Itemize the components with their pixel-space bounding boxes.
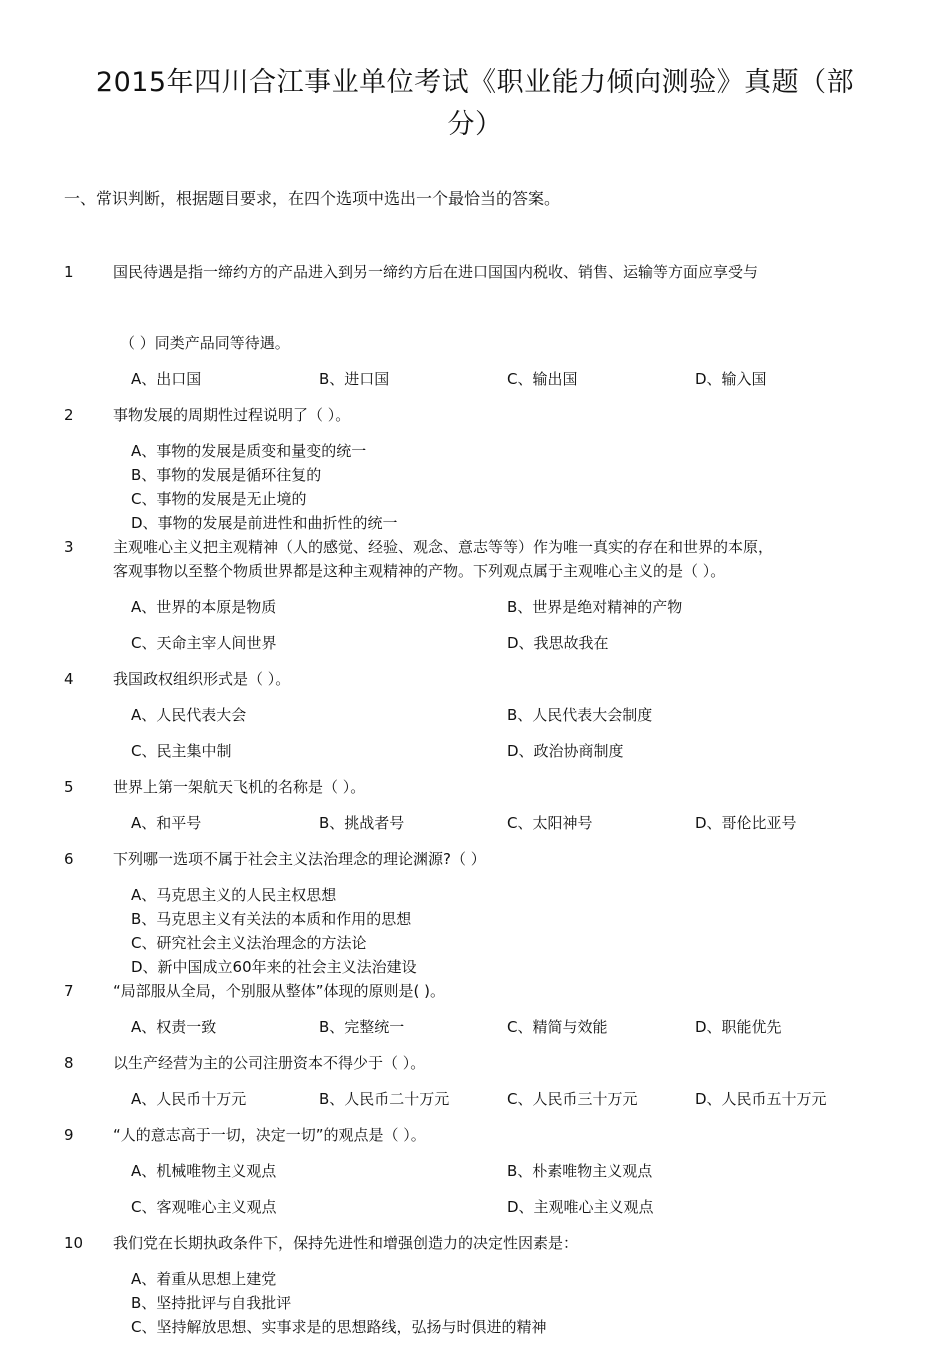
option-c: C、研究社会主义法治理念的方法论 (131, 934, 367, 952)
option-a: A、出口国 (131, 370, 202, 388)
question-text: 国民待遇是指一缔约方的产品进入到另一缔约方后在进口国国内税收、销售、运输等方面应享受与 (113, 263, 759, 281)
question-number: 1 (64, 263, 74, 281)
question-text: “局部服从全局，个别服从整体”体现的原则是( )。 (113, 982, 446, 1000)
question-text-continued: （ ）同类产品同等待遇。 (120, 334, 290, 352)
question-text: 下列哪一选项不属于社会主义法治理念的理论渊源?（ ） (113, 850, 486, 868)
question-text-continued: 客观事物以至整个物质世界都是这种主观精神的产物。下列观点属于主观唯心主义的是（ ）。 (113, 562, 726, 580)
question-text: 我国政权组织形式是（ ）。 (113, 670, 291, 688)
option-c: C、输出国 (507, 370, 578, 388)
option-d: D、人民币五十万元 (695, 1090, 827, 1108)
question-text: 我们党在长期执政条件下，保持先进性和增强创造力的决定性因素是： (113, 1234, 579, 1252)
question-number: 8 (64, 1054, 74, 1072)
option-b: B、挑战者号 (319, 814, 405, 832)
question-number: 9 (64, 1126, 74, 1144)
option-c: C、精简与效能 (507, 1018, 608, 1036)
option-d: D、哥伦比亚号 (695, 814, 797, 832)
option-d: D、主观唯心主义观点 (507, 1198, 654, 1216)
question-number: 6 (64, 850, 74, 868)
option-c: C、太阳神号 (507, 814, 593, 832)
question-number: 4 (64, 670, 74, 688)
option-a: A、权责一致 (131, 1018, 217, 1036)
title-line-2: 分） (447, 109, 503, 140)
option-c: C、坚持解放思想、实事求是的思想路线，弘扬与时俱进的精神 (131, 1318, 547, 1336)
option-a: A、马克思主义的人民主权思想 (131, 886, 337, 904)
option-d: D、新中国成立60年来的社会主义法治建设 (131, 958, 417, 976)
option-b: B、事物的发展是循环往复的 (131, 466, 322, 484)
option-a: A、人民币十万元 (131, 1090, 247, 1108)
option-a: A、和平号 (131, 814, 202, 832)
option-b: B、进口国 (319, 370, 390, 388)
question-number: 7 (64, 982, 74, 1000)
section-heading: 一、常识判断，根据题目要求，在四个选项中选出一个最恰当的答案。 (64, 189, 561, 208)
question-text: 事物发展的周期性过程说明了（ ）。 (113, 406, 351, 424)
question-text: 主观唯心主义把主观精神（人的感觉、经验、观念、意志等等）作为唯一真实的存在和世界的本原， (113, 538, 774, 556)
title-line-1: 2015年四川合江事业单位考试《职业能力倾向测验》真题（部 (95, 67, 855, 98)
option-a: A、世界的本原是物质 (131, 598, 277, 616)
option-c: C、人民币三十万元 (507, 1090, 638, 1108)
option-c: C、民主集中制 (131, 742, 232, 760)
option-c: C、天命主宰人间世界 (131, 634, 277, 652)
question-text: 以生产经营为主的公司注册资本不得少于（ ）。 (113, 1054, 426, 1072)
option-d: D、输入国 (695, 370, 767, 388)
option-b: B、世界是绝对精神的产物 (507, 598, 683, 616)
option-d: D、职能优先 (695, 1018, 782, 1036)
option-a: A、人民代表大会 (131, 706, 247, 724)
option-b: B、朴素唯物主义观点 (507, 1162, 653, 1180)
option-d: D、我思故我在 (507, 634, 609, 652)
question-text: 世界上第一架航天飞机的名称是（ ）。 (113, 778, 366, 796)
option-c: C、事物的发展是无止境的 (131, 490, 307, 508)
question-text: “人的意志高于一切，决定一切”的观点是（ ）。 (113, 1126, 426, 1144)
option-b: B、马克思主义有关法的本质和作用的思想 (131, 910, 412, 928)
question-number: 3 (64, 538, 74, 556)
option-b: B、人民代表大会制度 (507, 706, 653, 724)
option-b: B、坚持批评与自我批评 (131, 1294, 292, 1312)
option-a: A、机械唯物主义观点 (131, 1162, 277, 1180)
option-a: A、事物的发展是质变和量变的统一 (131, 442, 367, 460)
option-b: B、完整统一 (319, 1018, 405, 1036)
question-number: 10 (64, 1234, 84, 1252)
option-a: A、着重从思想上建党 (131, 1270, 277, 1288)
question-number: 2 (64, 406, 74, 424)
option-b: B、人民币二十万元 (319, 1090, 450, 1108)
option-d: D、政治协商制度 (507, 742, 624, 760)
option-d: D、事物的发展是前进性和曲折性的统一 (131, 514, 398, 532)
question-number: 5 (64, 778, 74, 796)
option-c: C、客观唯心主义观点 (131, 1198, 277, 1216)
page-title (0, 62, 950, 146)
